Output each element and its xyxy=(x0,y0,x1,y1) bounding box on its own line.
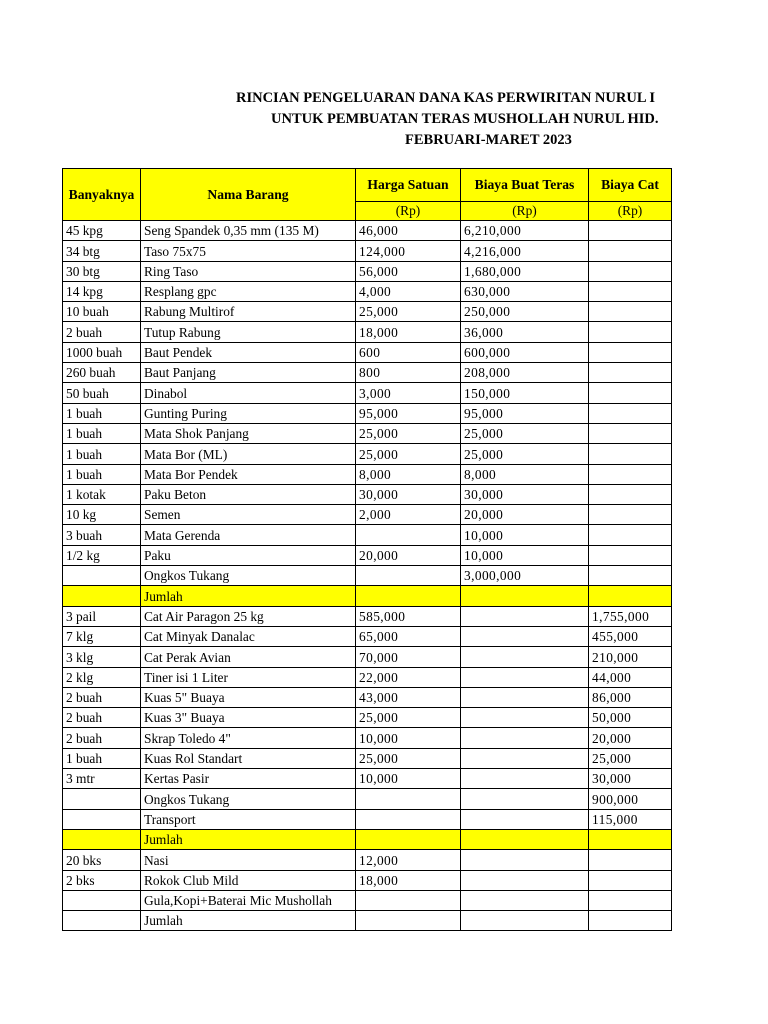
cell-name: Transport xyxy=(141,809,356,829)
table-row xyxy=(63,850,672,870)
table-row xyxy=(63,890,672,910)
cell-qty xyxy=(63,890,141,910)
table-row xyxy=(63,566,672,586)
cell-price: 8,000 xyxy=(356,464,461,484)
cell-cat xyxy=(589,911,672,931)
cell-name: Gunting Puring xyxy=(141,403,356,423)
cell-teras: 10,000 xyxy=(461,545,589,565)
table-row xyxy=(63,870,672,890)
cell-name: Ring Taso xyxy=(141,261,356,281)
cell-cat: 455,000 xyxy=(589,626,672,646)
cell-teras xyxy=(461,769,589,789)
title-block xyxy=(0,88,768,154)
cell-name: Baut Panjang xyxy=(141,363,356,383)
cell-name: Cat Perak Avian xyxy=(141,647,356,667)
cell-name: Cat Air Paragon 25 kg xyxy=(141,606,356,626)
cell-price xyxy=(356,586,461,606)
cell-price: 25,000 xyxy=(356,302,461,322)
cell-qty: 1/2 kg xyxy=(63,545,141,565)
cell-qty: 1 kotak xyxy=(63,484,141,504)
cell-price: 25,000 xyxy=(356,748,461,768)
cell-teras xyxy=(461,728,589,748)
cell-qty xyxy=(63,586,141,606)
cell-teras xyxy=(461,626,589,646)
table-row xyxy=(63,545,672,565)
cell-qty: 2 buah xyxy=(63,687,141,707)
cell-name: Semen xyxy=(141,505,356,525)
table-row xyxy=(63,221,672,241)
table-row xyxy=(63,423,672,443)
cell-cat: 115,000 xyxy=(589,809,672,829)
cell-name: Paku xyxy=(141,545,356,565)
cell-cat xyxy=(589,383,672,403)
cell-teras: 30,000 xyxy=(461,484,589,504)
table-row-jumlah xyxy=(63,829,672,849)
cell-cat: 1,755,000 xyxy=(589,606,672,626)
table-row xyxy=(63,444,672,464)
cell-cat xyxy=(589,850,672,870)
cell-cat xyxy=(589,484,672,504)
cell-name: Rabung Multirof xyxy=(141,302,356,322)
cell-cat: 900,000 xyxy=(589,789,672,809)
cell-qty xyxy=(63,566,141,586)
cell-qty: 10 buah xyxy=(63,302,141,322)
table-row xyxy=(63,708,672,728)
cell-cat xyxy=(589,505,672,525)
cell-teras: 208,000 xyxy=(461,363,589,383)
cell-price: 22,000 xyxy=(356,667,461,687)
cell-price: 600 xyxy=(356,342,461,362)
cell-teras: 1,680,000 xyxy=(461,261,589,281)
cell-teras xyxy=(461,667,589,687)
table-row xyxy=(63,241,672,261)
table-row xyxy=(63,322,672,342)
table-row xyxy=(63,464,672,484)
table-row xyxy=(63,809,672,829)
cell-qty: 2 buah xyxy=(63,322,141,342)
cell-price: 70,000 xyxy=(356,647,461,667)
cell-price xyxy=(356,809,461,829)
cell-qty xyxy=(63,911,141,931)
cell-cat xyxy=(589,566,672,586)
cell-cat xyxy=(589,241,672,261)
cell-qty: 1 buah xyxy=(63,403,141,423)
cell-price xyxy=(356,911,461,931)
cell-price xyxy=(356,525,461,545)
cell-name: Rokok Club Mild xyxy=(141,870,356,890)
cell-qty: 3 mtr xyxy=(63,769,141,789)
cell-name: Kuas 5" Buaya xyxy=(141,687,356,707)
cell-cat xyxy=(589,829,672,849)
table-row xyxy=(63,647,672,667)
cell-price xyxy=(356,566,461,586)
cell-name: Jumlah xyxy=(141,586,356,606)
cell-cat: 44,000 xyxy=(589,667,672,687)
cell-teras: 250,000 xyxy=(461,302,589,322)
cell-teras: 20,000 xyxy=(461,505,589,525)
table-row xyxy=(63,667,672,687)
cell-qty: 45 kpg xyxy=(63,221,141,241)
cell-qty: 1 buah xyxy=(63,464,141,484)
title-line-3: FEBRUARI-MARET 2023 xyxy=(405,132,572,148)
cell-name: Mata Bor Pendek xyxy=(141,464,356,484)
cell-cat xyxy=(589,464,672,484)
cell-qty xyxy=(63,809,141,829)
header-row xyxy=(63,169,672,202)
cell-qty xyxy=(63,829,141,849)
cell-qty: 34 btg xyxy=(63,241,141,261)
cell-name: Ongkos Tukang xyxy=(141,566,356,586)
cell-qty: 1 buah xyxy=(63,444,141,464)
cell-teras: 95,000 xyxy=(461,403,589,423)
table-row xyxy=(63,911,672,931)
cell-cat: 210,000 xyxy=(589,647,672,667)
table-row xyxy=(63,281,672,301)
unit-biaya-cat: (Rp) xyxy=(589,202,672,221)
cell-teras: 25,000 xyxy=(461,444,589,464)
cell-name: Resplang gpc xyxy=(141,281,356,301)
cell-qty: 50 buah xyxy=(63,383,141,403)
cell-name: Jumlah xyxy=(141,829,356,849)
cell-teras xyxy=(461,586,589,606)
table-row xyxy=(63,342,672,362)
table-row xyxy=(63,383,672,403)
expense-table xyxy=(62,168,672,931)
cell-name: Baut Pendek xyxy=(141,342,356,362)
cell-price: 10,000 xyxy=(356,728,461,748)
cell-cat xyxy=(589,890,672,910)
cell-name: Cat Minyak Danalac xyxy=(141,626,356,646)
cell-qty: 2 buah xyxy=(63,708,141,728)
cell-name: Gula,Kopi+Baterai Mic Mushollah xyxy=(141,890,356,910)
cell-name: Dinabol xyxy=(141,383,356,403)
cell-qty: 14 kpg xyxy=(63,281,141,301)
cell-price: 2,000 xyxy=(356,505,461,525)
cell-cat xyxy=(589,525,672,545)
table-body xyxy=(63,221,672,931)
cell-qty: 20 bks xyxy=(63,850,141,870)
cell-name: Seng Spandek 0,35 mm (135 M) xyxy=(141,221,356,241)
cell-cat xyxy=(589,322,672,342)
cell-qty: 1 buah xyxy=(63,748,141,768)
cell-teras: 10,000 xyxy=(461,525,589,545)
cell-qty: 1000 buah xyxy=(63,342,141,362)
cell-teras: 25,000 xyxy=(461,423,589,443)
cell-price: 124,000 xyxy=(356,241,461,261)
cell-price xyxy=(356,829,461,849)
cell-teras: 600,000 xyxy=(461,342,589,362)
cell-qty: 3 klg xyxy=(63,647,141,667)
title-line-1: RINCIAN PENGELUARAN DANA KAS PERWIRITAN NURUL I xyxy=(236,90,655,106)
header-harga-satuan: Harga Satuan xyxy=(356,169,461,202)
cell-cat xyxy=(589,221,672,241)
cell-price: 43,000 xyxy=(356,687,461,707)
table-row xyxy=(63,769,672,789)
cell-price: 10,000 xyxy=(356,769,461,789)
cell-teras xyxy=(461,687,589,707)
cell-teras xyxy=(461,748,589,768)
cell-name: Nasi xyxy=(141,850,356,870)
cell-cat xyxy=(589,261,672,281)
cell-price: 18,000 xyxy=(356,322,461,342)
cell-cat xyxy=(589,444,672,464)
cell-price: 4,000 xyxy=(356,281,461,301)
unit-harga-satuan: (Rp) xyxy=(356,202,461,221)
cell-price: 3,000 xyxy=(356,383,461,403)
cell-qty: 2 buah xyxy=(63,728,141,748)
cell-cat xyxy=(589,302,672,322)
header-biaya-buat-teras: Biaya Buat Teras xyxy=(461,169,589,202)
cell-price: 30,000 xyxy=(356,484,461,504)
cell-price: 12,000 xyxy=(356,850,461,870)
cell-qty: 3 pail xyxy=(63,606,141,626)
cell-price: 18,000 xyxy=(356,870,461,890)
cell-teras: 8,000 xyxy=(461,464,589,484)
cell-name: Paku Beton xyxy=(141,484,356,504)
cell-cat: 86,000 xyxy=(589,687,672,707)
table-row xyxy=(63,687,672,707)
table-row xyxy=(63,789,672,809)
cell-teras: 3,000,000 xyxy=(461,566,589,586)
cell-cat: 20,000 xyxy=(589,728,672,748)
cell-teras xyxy=(461,606,589,626)
cell-name: Kuas Rol Standart xyxy=(141,748,356,768)
cell-cat xyxy=(589,586,672,606)
table-row xyxy=(63,606,672,626)
cell-cat xyxy=(589,281,672,301)
cell-name: Mata Shok Panjang xyxy=(141,423,356,443)
cell-price: 25,000 xyxy=(356,423,461,443)
table-row xyxy=(63,626,672,646)
cell-price xyxy=(356,789,461,809)
cell-name: Taso 75x75 xyxy=(141,241,356,261)
header-banyaknya: Banyaknya xyxy=(63,169,141,221)
cell-cat xyxy=(589,545,672,565)
cell-teras: 150,000 xyxy=(461,383,589,403)
cell-price: 800 xyxy=(356,363,461,383)
table-row xyxy=(63,728,672,748)
cell-price: 95,000 xyxy=(356,403,461,423)
cell-cat xyxy=(589,363,672,383)
table-row xyxy=(63,302,672,322)
cell-cat: 50,000 xyxy=(589,708,672,728)
cell-name: Jumlah xyxy=(141,911,356,931)
table-row xyxy=(63,505,672,525)
cell-name: Mata Gerenda xyxy=(141,525,356,545)
cell-name: Mata Bor (ML) xyxy=(141,444,356,464)
cell-price: 20,000 xyxy=(356,545,461,565)
cell-price: 585,000 xyxy=(356,606,461,626)
table-row xyxy=(63,748,672,768)
header-nama-barang: Nama Barang xyxy=(141,169,356,221)
cell-teras xyxy=(461,870,589,890)
cell-teras xyxy=(461,911,589,931)
cell-cat xyxy=(589,870,672,890)
cell-cat xyxy=(589,403,672,423)
cell-teras xyxy=(461,789,589,809)
cell-name: Tutup Rabung xyxy=(141,322,356,342)
cell-qty: 260 buah xyxy=(63,363,141,383)
cell-teras: 6,210,000 xyxy=(461,221,589,241)
cell-price: 25,000 xyxy=(356,708,461,728)
table-row xyxy=(63,261,672,281)
cell-qty: 7 klg xyxy=(63,626,141,646)
cell-qty: 3 buah xyxy=(63,525,141,545)
cell-cat xyxy=(589,423,672,443)
table-row-jumlah xyxy=(63,586,672,606)
table-row xyxy=(63,363,672,383)
cell-price xyxy=(356,890,461,910)
cell-name: Skrap Toledo 4" xyxy=(141,728,356,748)
cell-name: Kuas 3" Buaya xyxy=(141,708,356,728)
cell-teras xyxy=(461,809,589,829)
cell-teras xyxy=(461,647,589,667)
cell-qty: 2 klg xyxy=(63,667,141,687)
cell-cat: 25,000 xyxy=(589,748,672,768)
cell-teras xyxy=(461,890,589,910)
cell-cat xyxy=(589,342,672,362)
cell-price: 56,000 xyxy=(356,261,461,281)
cell-teras xyxy=(461,708,589,728)
cell-teras: 36,000 xyxy=(461,322,589,342)
cell-qty: 30 btg xyxy=(63,261,141,281)
cell-price: 65,000 xyxy=(356,626,461,646)
cell-teras xyxy=(461,829,589,849)
cell-qty: 2 bks xyxy=(63,870,141,890)
cell-name: Ongkos Tukang xyxy=(141,789,356,809)
cell-name: Tiner isi 1 Liter xyxy=(141,667,356,687)
title-line-2: UNTUK PEMBUATAN TERAS MUSHOLLAH NURUL HID. xyxy=(271,111,659,127)
cell-qty: 1 buah xyxy=(63,423,141,443)
cell-qty: 10 kg xyxy=(63,505,141,525)
table-row xyxy=(63,403,672,423)
unit-biaya-buat-teras: (Rp) xyxy=(461,202,589,221)
cell-name: Kertas Pasir xyxy=(141,769,356,789)
cell-teras: 630,000 xyxy=(461,281,589,301)
cell-qty xyxy=(63,789,141,809)
cell-price: 25,000 xyxy=(356,444,461,464)
table-row xyxy=(63,525,672,545)
table-row xyxy=(63,484,672,504)
cell-teras xyxy=(461,850,589,870)
header-biaya-cat: Biaya Cat xyxy=(589,169,672,202)
cell-cat: 30,000 xyxy=(589,769,672,789)
cell-price: 46,000 xyxy=(356,221,461,241)
cell-teras: 4,216,000 xyxy=(461,241,589,261)
